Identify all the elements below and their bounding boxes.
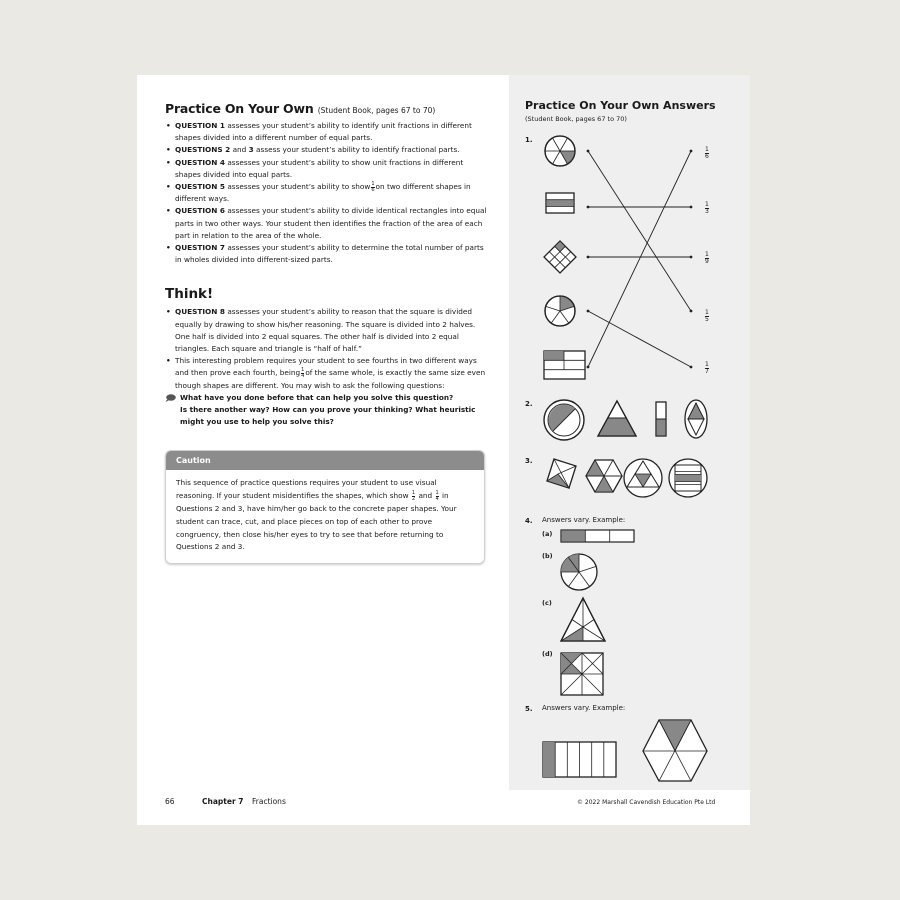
answer-1-label: 1. xyxy=(525,136,533,144)
fraction-one-seventh xyxy=(705,362,709,375)
square-triangles-shape xyxy=(561,653,603,695)
question-label: QUESTION 4 xyxy=(175,157,225,167)
fraction xyxy=(436,491,439,502)
hexagon-quarter-shape xyxy=(586,460,622,492)
circled-triangle-quarter-shape xyxy=(624,459,662,497)
answers-header xyxy=(525,99,735,123)
practice-title: Practice On Your Own xyxy=(165,101,314,116)
fraction-numerator: 1 xyxy=(705,146,709,153)
circle-half-shape xyxy=(544,400,584,440)
question-label: QUESTION 5 xyxy=(175,182,225,192)
speech-bubble-icon xyxy=(165,394,176,402)
item-text: assess your student’s ability to identify fractional parts. xyxy=(256,145,460,155)
practice-source: (Student Book, pages 67 to 70) xyxy=(317,106,436,115)
practice-heading xyxy=(165,101,487,116)
list-item xyxy=(175,242,487,266)
list-item xyxy=(175,181,487,205)
answer-3-label: 3. xyxy=(525,457,533,465)
hexagon-sixths-shape xyxy=(643,720,707,781)
question-label: QUESTION 1 xyxy=(175,121,225,130)
fraction-denominator: 4 xyxy=(435,495,439,502)
rectangle-sevenths-shape xyxy=(544,351,585,379)
heuristic-tip xyxy=(165,392,487,429)
answer-4b-label: (b) xyxy=(542,552,553,560)
question-label: QUESTION 6 xyxy=(175,206,225,216)
fraction xyxy=(371,182,374,193)
question-label: QUESTIONS 2 xyxy=(175,145,231,155)
diamond-half-shape xyxy=(685,400,707,438)
bar-third-shape xyxy=(561,530,634,542)
list-item xyxy=(175,355,487,392)
think-list xyxy=(165,306,487,391)
fraction-one-sixth xyxy=(705,147,709,160)
fraction-denominator: 6 xyxy=(705,153,709,160)
item-text: assesses your student’s ability to show xyxy=(227,182,371,192)
chapter-label: Chapter 7 xyxy=(202,797,244,806)
tilted-square-quarter-shape xyxy=(547,459,576,488)
circled-square-quarter-shape xyxy=(669,459,707,497)
question-label: QUESTION 8 xyxy=(175,307,225,317)
caution-text xyxy=(166,470,484,563)
fraction-numerator: 1 xyxy=(301,366,305,373)
list-item xyxy=(175,306,487,355)
fraction-denominator: 7 xyxy=(705,368,709,375)
answers-source: (Student Book, pages 67 to 70) xyxy=(525,115,627,123)
fraction-numerator: 1 xyxy=(705,251,709,258)
fraction xyxy=(301,368,304,379)
caution-text-part: This sequence of practice questions requires your student to use visual reasoning. If your student misidentifies the shapes, which show xyxy=(176,478,437,501)
answer-4a-label: (a) xyxy=(542,530,553,538)
fraction-denominator: 4 xyxy=(301,372,305,379)
think-heading: Think! xyxy=(165,286,214,303)
caution-text-part: in Questions 2 and 3, have him/her go back to the concrete paper shapes. Your student can trace, cut, and place pieces on top of each other to prove congruency, then close his/her eyes to try to see that before returning to Questions 2 and 3. xyxy=(176,491,457,552)
fraction-denominator: 3 xyxy=(705,208,709,215)
circle-fifths-shape xyxy=(545,296,575,326)
fraction-numerator: 1 xyxy=(705,361,709,368)
triangle-thirds-shape xyxy=(561,598,605,641)
fraction-denominator: 9 xyxy=(705,258,709,265)
fraction-matching-diagram xyxy=(537,130,717,390)
answer-4-shapes xyxy=(557,525,647,700)
answer-5-label: 5. xyxy=(525,705,533,713)
answer-2-label: 2. xyxy=(525,400,533,408)
question-label: 3 xyxy=(248,145,254,155)
caution-text-part: and xyxy=(418,491,433,501)
fraction-numerator: 1 xyxy=(371,180,375,187)
chapter-title: Fractions xyxy=(252,797,286,806)
page-number: 66 xyxy=(165,797,175,806)
triangle-half-shape xyxy=(598,401,636,436)
fraction-one-fifth xyxy=(705,310,709,323)
matching-lines xyxy=(588,151,691,367)
item-text: of the same whole, is exactly the same size even though shapes are different. You may wish to ask the following questions: xyxy=(175,368,486,390)
fraction-one-third xyxy=(705,202,709,215)
circle-sixths-shape xyxy=(545,136,575,166)
answers-title: Practice On Your Own Answers xyxy=(525,99,716,112)
answer-5-shapes xyxy=(537,715,717,785)
fraction xyxy=(412,491,415,502)
list-item xyxy=(175,120,487,144)
practice-list xyxy=(165,120,487,266)
workbook-page xyxy=(137,75,750,825)
question-label: QUESTION 7 xyxy=(175,243,225,253)
teacher-notes-column xyxy=(165,101,487,564)
tip-question-2: Is there another way? How can you prove your thinking? What heuristic might you use to help you solve this? xyxy=(180,405,476,427)
rectangle-thirds-shape xyxy=(546,193,574,213)
item-text: This interesting problem requires your student to see fourths in two different ways and then prove each fourth, being xyxy=(175,356,477,378)
item-text: and xyxy=(232,145,247,155)
diamond-ninths-shape xyxy=(544,241,576,273)
list-item xyxy=(175,205,487,242)
answer-4-label: 4. xyxy=(525,517,533,525)
tip-question-1: What have you done before that can help you solve this question? xyxy=(180,392,454,402)
item-text: assesses your student’s ability to determine the total number of parts in wholes divided into different-sized parts. xyxy=(175,243,484,265)
item-text: assesses your student’s ability to divide identical rectangles into equal parts in two other ways. Your student then identifies the fraction of the area of each part in relation to the area of the whole. xyxy=(175,206,487,240)
item-text: on two different shapes in different ways. xyxy=(175,182,471,204)
fraction-numerator: 1 xyxy=(705,201,709,208)
fraction-denominator: 5 xyxy=(705,316,709,323)
list-item xyxy=(175,144,487,156)
fraction-one-ninth xyxy=(705,252,709,265)
answer-5-text: Answers vary. Example: xyxy=(542,704,626,712)
item-text: assesses your student’s ability to identify unit fractions in different shapes divided into a different number of equal parts. xyxy=(175,121,472,143)
answer-2-shapes xyxy=(542,398,717,444)
rectangle-half-shape xyxy=(656,402,666,436)
fraction-numerator: 1 xyxy=(435,489,439,496)
copyright: © 2022 Marshall Cavendish Education Pte Ltd xyxy=(577,799,716,806)
item-text: assesses your student’s ability to show unit fractions in different shapes divided into equal parts. xyxy=(175,157,464,179)
caution-title: Caution xyxy=(166,451,484,470)
fraction-denominator: 6 xyxy=(371,186,375,193)
fraction-numerator: 1 xyxy=(705,309,709,316)
answer-4d-label: (d) xyxy=(542,650,553,658)
circle-fifth-shape xyxy=(561,554,597,590)
caution-box xyxy=(165,450,485,564)
answer-4-text: Answers vary. Example: xyxy=(542,516,626,524)
rectangle-sixths-shape xyxy=(543,742,616,777)
fraction-numerator: 1 xyxy=(411,489,416,496)
item-text: assesses your student’s ability to reason that the square is divided equally by drawing to show his/her reasoning. The square is divided into 2 halves. One half is divided into 2 equal squares. The other half is divided into 2 equal triangles. Each square and triangle is “half of half.” xyxy=(175,307,476,354)
list-item xyxy=(175,157,487,181)
fraction-denominator: 2 xyxy=(411,495,416,502)
answer-4c-label: (c) xyxy=(542,599,552,607)
answer-3-shapes xyxy=(542,455,717,500)
